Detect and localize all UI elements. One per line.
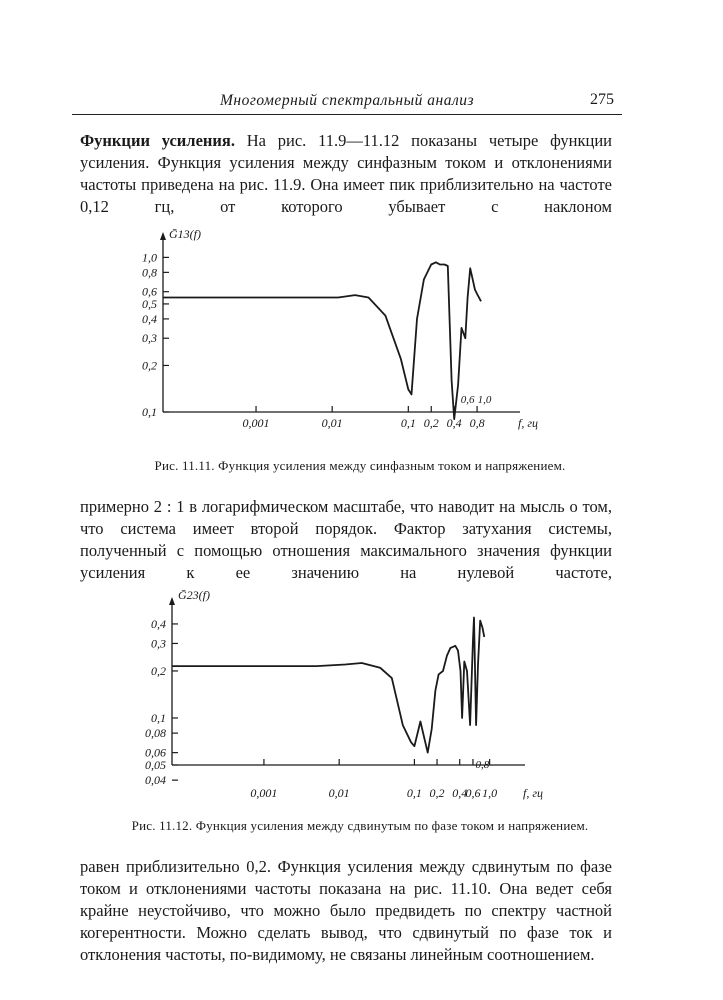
x-tick-label: 0,01 bbox=[328, 786, 350, 800]
y-axis-arrow bbox=[160, 232, 166, 240]
y-tick-label: 0,4 bbox=[142, 311, 157, 326]
y-tick-label: 0,04 bbox=[145, 773, 166, 788]
x-tick-label: 0,001 bbox=[242, 416, 270, 430]
section-lead: Функции усиления. bbox=[80, 131, 235, 150]
y-tick-label: 0,4 bbox=[151, 616, 166, 631]
paragraph-1 bbox=[80, 130, 612, 218]
y-tick-label: 0,05 bbox=[145, 758, 166, 772]
x-tick-label: 0,2 bbox=[429, 786, 445, 800]
y-tick-label: 0,5 bbox=[142, 296, 157, 311]
y-tick-label: 1,0 bbox=[142, 250, 157, 265]
y-tick-label: 0,06 bbox=[145, 745, 166, 760]
paragraph-2: примерно 2 : 1 в логарифмическом масштабе, что наводит на мысль о том, что система имеет второй порядок. Фактор затухания системы, полученный с помощью отношения максимального значения функции усиления к ее значению на нулевой частоте, bbox=[80, 497, 612, 582]
y-tick-label: 0,08 bbox=[145, 726, 166, 741]
x-axis-label: f, гц bbox=[523, 786, 544, 800]
series-line bbox=[172, 618, 484, 753]
figure-11-12-chart bbox=[0, 585, 723, 810]
running-title: Многомерный спектральный анализ bbox=[219, 92, 474, 109]
y-tick-label: 0,2 bbox=[142, 358, 157, 373]
x-tick-label: 0,1 bbox=[406, 786, 422, 800]
y-tick-label: 0,6 bbox=[142, 284, 157, 299]
x-tick-label: 0,4 bbox=[452, 786, 468, 800]
x-upper-label: 1,0 bbox=[477, 394, 492, 406]
y-tick-label: 0,3 bbox=[142, 331, 157, 346]
x-tick-label: 0,01 bbox=[321, 416, 343, 430]
x-tick-label: 0,001 bbox=[250, 786, 278, 800]
page-number: 275 bbox=[590, 91, 614, 108]
figure-11-12-caption: Рис. 11.12. Функция усиления между сдвинутым по фазе током и напряжением. bbox=[131, 818, 589, 833]
y-tick-label: 0,1 bbox=[151, 710, 166, 725]
page-header bbox=[72, 90, 622, 115]
y-axis-arrow bbox=[169, 597, 175, 605]
x-tick-label: 1,0 bbox=[482, 786, 498, 800]
series-line bbox=[163, 262, 481, 419]
x-axis-label: f, гц bbox=[518, 416, 539, 430]
y-tick-label: 0,2 bbox=[151, 663, 166, 678]
y-axis-label: Ḡ13(f) bbox=[169, 227, 201, 241]
x-tick-label: 0,1 bbox=[400, 416, 416, 430]
x-upper-label: 0,8 bbox=[475, 759, 490, 771]
y-tick-label: 0,1 bbox=[142, 405, 157, 419]
y-tick-label: 0,3 bbox=[151, 636, 166, 651]
x-tick-label: 0,4 bbox=[446, 416, 462, 430]
y-axis-label: Ḡ23(f) bbox=[178, 588, 210, 602]
paragraph-1-text: На рис. 11.9—11.12 показаны четыре функции усиления. Функция усиления между синфазным током и отклонениями частоты приведена на рис. 11.9. Она имеет пик приблизительно на частоте 0,12 гц, от которого убывает с наклоном bbox=[80, 131, 612, 216]
x-upper-label: 0,6 bbox=[460, 394, 475, 406]
paragraph-3: равен приблизительно 0,2. Функция усиления между сдвинутым по фазе током и отклонениями частоты показана на рис. 11.10. Она ведет себя крайне неустойчиво, что можно было предвидеть по спектру частной когерентности. Можно сделать вывод, что сдвинутый по фазе ток и отклонения частоты, по-видимому, не связаны линейным соотношением. bbox=[80, 857, 612, 964]
figure-11-11-chart bbox=[0, 220, 723, 450]
x-tick-label: 0,2 bbox=[423, 416, 439, 430]
x-tick-label: 0,6 bbox=[465, 786, 481, 800]
x-tick-label: 0,8 bbox=[469, 416, 485, 430]
y-tick-label: 0,8 bbox=[142, 265, 157, 280]
figure-11-11-caption: Рис. 11.11. Функция усиления между синфазным током и напряжением. bbox=[154, 458, 566, 473]
